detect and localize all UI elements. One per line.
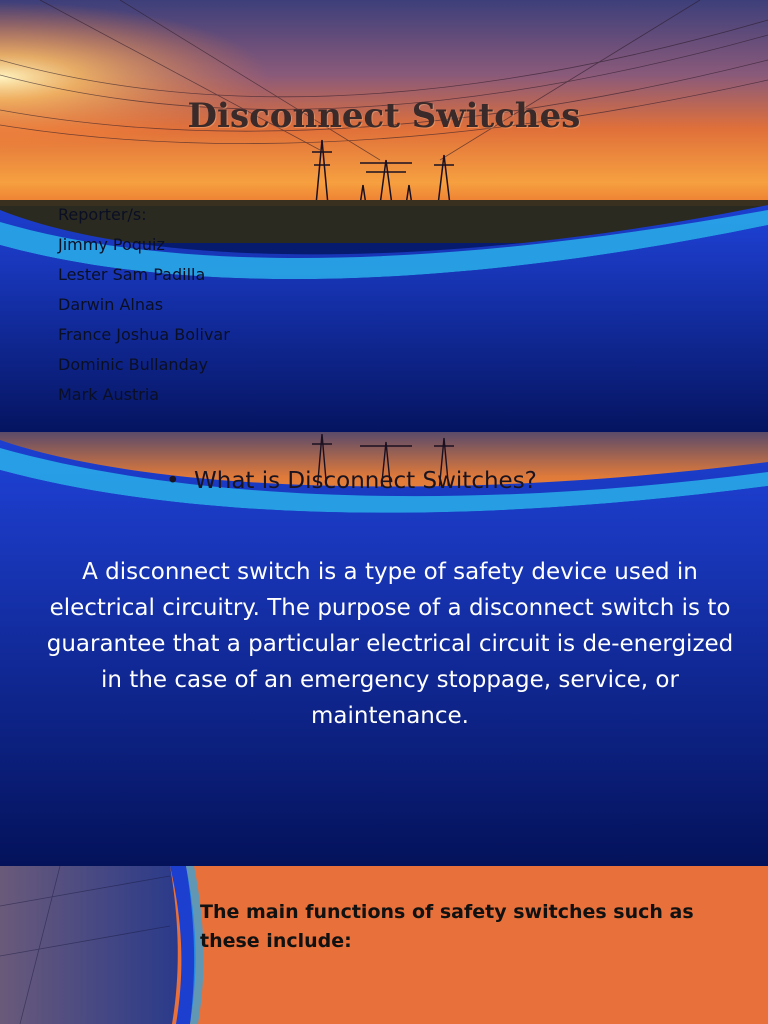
slide-definition <box>0 432 768 866</box>
reporter-name: Lester Sam Padilla <box>58 265 206 284</box>
slide-functions <box>0 866 768 1024</box>
reporter-name: Mark Austria <box>58 385 160 404</box>
reporter-name: Dominic Bullanday <box>58 355 208 374</box>
slide-title <box>0 0 768 432</box>
section-heading <box>166 468 537 494</box>
functions-heading: The main functions of safety switches such as these include: <box>200 901 694 952</box>
section-heading-text: What is Disconnect Switches? <box>194 468 537 494</box>
reporters-list <box>58 200 230 410</box>
reporters-label: Reporter/s: <box>58 205 147 224</box>
reporter-name: Jimmy Poquiz <box>58 235 165 254</box>
reporter-name: France Joshua Bolivar <box>58 325 230 344</box>
reporter-name: Darwin Alnas <box>58 295 164 314</box>
bullet-icon: • <box>166 468 180 494</box>
slide-title-heading: Disconnect Switches <box>187 96 581 136</box>
definition-paragraph: A disconnect switch is a type of safety device used in electrical circuitry. The purpose of a disconnect switch is to guarantee that a particular electrical circuit is de-energized in the case of an emergency stoppage, service, or maintenance. <box>46 559 734 729</box>
